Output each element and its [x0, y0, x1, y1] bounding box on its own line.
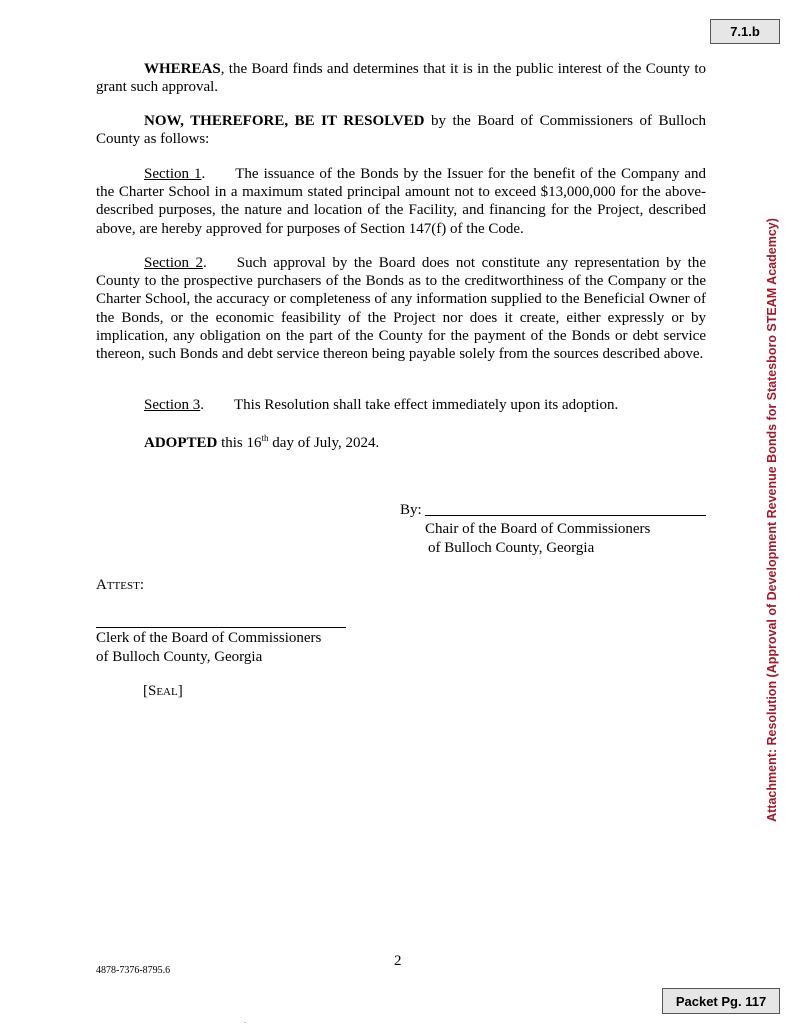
section-3-text: This Resolution shall take effect immediately upon its adoption.: [234, 397, 619, 413]
section-3-paragraph: Section 3. This Resolution shall take effect immediately upon its adoption.: [144, 397, 619, 413]
whereas-lead: WHEREAS: [144, 61, 221, 77]
section-1-text: The issuance of the Bonds by the Issuer for the benefit of the Company and the Charter School in a maximum stated principal amount not to exceed $13,000,000 for the above-described purposes, the nature and location of the Facility, and financing for the Project, described above, are hereby approved for purposes of Section 147(f) of the Code.: [96, 166, 706, 237]
section-2-label: Section 2: [144, 255, 204, 271]
whereas-text: , the Board finds and determines that it is in the public interest of the County to grant such approval.: [96, 61, 706, 96]
packet-page-tag: Packet Pg. 117: [662, 988, 780, 1014]
page-number: 2: [394, 953, 402, 969]
by-label: By:: [400, 502, 422, 518]
seal-label: [Seal]: [143, 683, 183, 699]
resolved-text: by the Board of Commissioners of Bulloch County as follows:: [96, 113, 707, 148]
chair-title-line1: Chair of the Board of Commissioners: [425, 521, 651, 537]
section-1-label: Section 1: [144, 166, 202, 182]
clerk-title-line2: of Bulloch County, Georgia: [96, 649, 263, 665]
resolved-paragraph: [96, 112, 706, 148]
whereas-paragraph: [96, 60, 706, 96]
adopted-paragraph: [96, 429, 706, 452]
clerk-signature-line: [96, 627, 346, 628]
chair-signature-line: [425, 515, 706, 516]
attachment-label: Attachment: Resolution (Approval of Development Revenue Bonds for Statesboro STEAM Academcy): [765, 218, 779, 822]
section-2-paragraph: Section 2. Such approval by the Board does not constitute any representation by the County to the prospective purchasers of the Bonds as to the creditworthiness of the Company or the Charter School, the accuracy or completeness of any information supplied to the Beneficial Owner of the Bonds, or the economic feasibility of the Project nor does it create, either expressly or by implication, any obligation on the part of the County for the payment of the Bonds or debt service thereon, such Bonds and debt service thereon being payable solely from the sources described above.: [96, 255, 707, 363]
adopted-suffix: th: [261, 433, 269, 443]
document-id: 4878-7376-8795.6: [96, 965, 171, 976]
section-1-paragraph: Section 1. The issuance of the Bonds by the Issuer for the benefit of the Company and the Charter School in a maximum stated principal amount not to exceed $13,000,000 for the above-described purposes, the nature and location of the Facility, and financing for the Project, described above, are hereby approved for purposes of Section 147(f) of the Code.: [96, 166, 706, 237]
agenda-item-tag: 7.1.b: [710, 19, 780, 44]
adopted-before: this 16: [217, 435, 262, 451]
resolved-lead: NOW, THEREFORE, BE IT RESOLVED: [144, 113, 425, 129]
section-3-label: Section 3: [144, 397, 201, 413]
attest-label: Attest:: [96, 577, 144, 593]
clerk-title-line1: Clerk of the Board of Commissioners: [96, 630, 322, 646]
adopted-lead: ADOPTED: [144, 435, 218, 451]
chair-title-line2: of Bulloch County, Georgia: [428, 540, 595, 556]
adopted-after: day of July, 2024.: [268, 435, 380, 451]
section-2-text: Such approval by the Board does not constitute any representation by the County to the prospective purchasers of the Bonds as to the creditworthiness of the Company or the Charter School, the accuracy or completeness of any information supplied to the Beneficial Owner of the Bonds, or the economic feasibility of the Project nor does it create, either expressly or by implication, any obligation on the part of the County for the payment of the Bonds or debt service thereon, such Bonds and debt service thereon being payable solely from the sources described above.: [96, 255, 707, 363]
stray-mark: .: [244, 1016, 246, 1025]
